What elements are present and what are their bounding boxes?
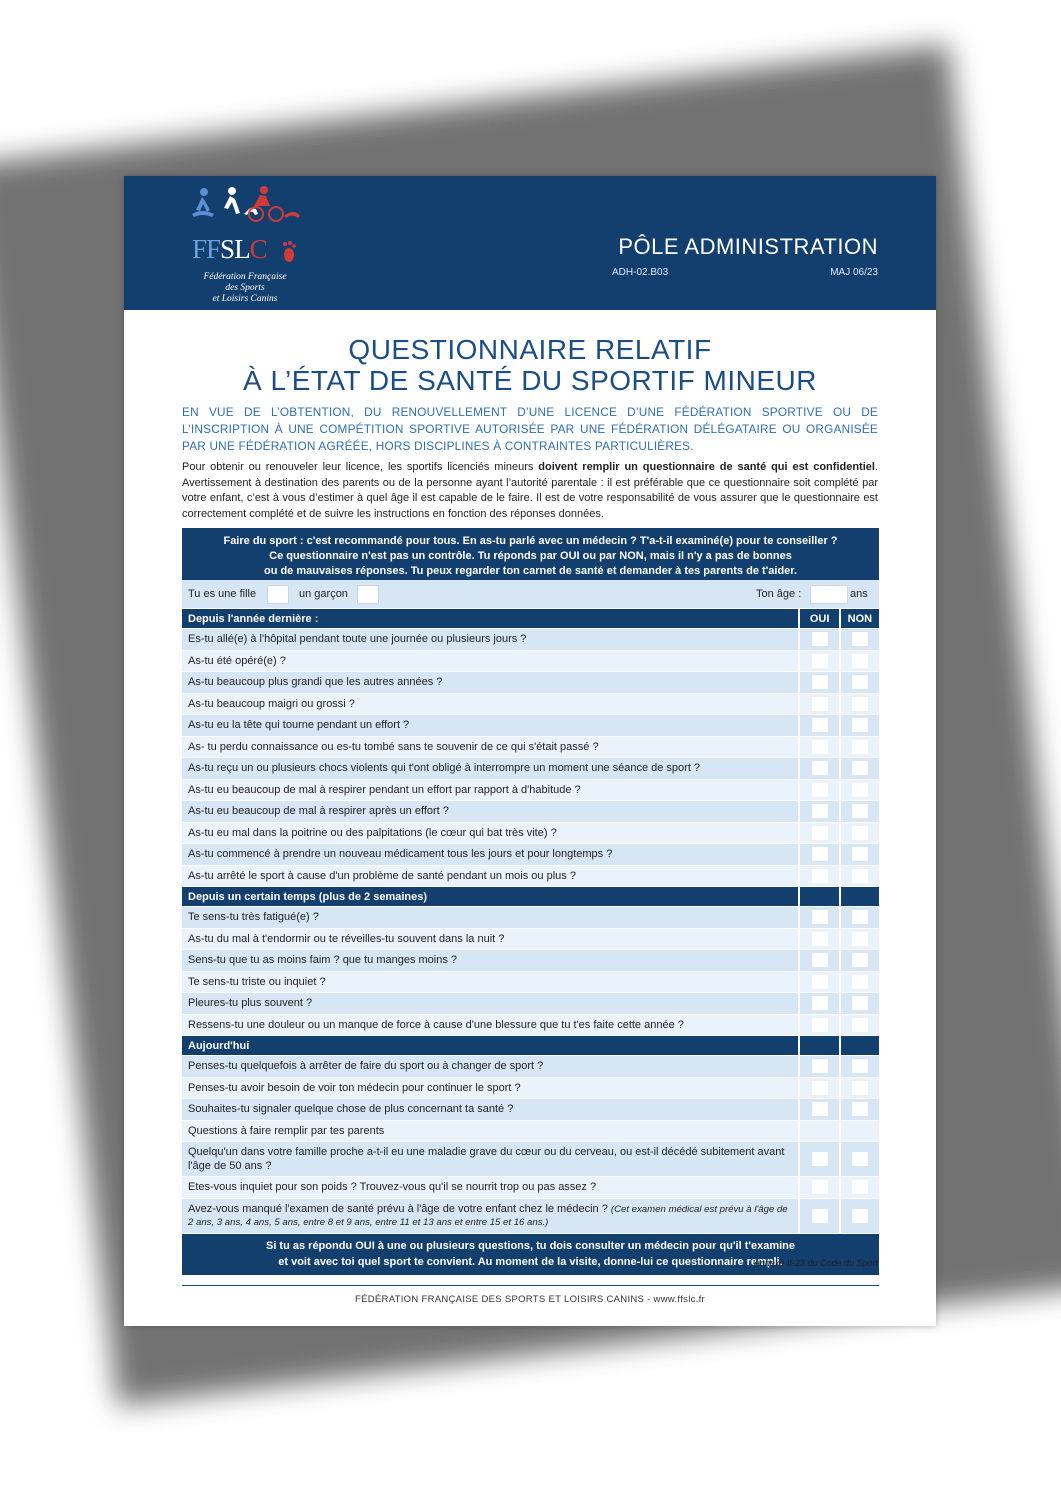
question-text: As-tu reçu un ou plusieurs chocs violents qui t'ont obligé à interrompre un moment une séance de sport ? <box>182 758 799 780</box>
title-line-1: QUESTIONNAIRE RELATIF <box>348 334 712 365</box>
non-cell <box>840 950 879 972</box>
oui-checkbox[interactable] <box>812 740 828 754</box>
oui-checkbox[interactable] <box>812 910 828 924</box>
page-footer: FÉDÉRATION FRANÇAISE DES SPORTS ET LOISIRS CANINS - www.ffslc.fr <box>355 1294 705 1305</box>
non-checkbox[interactable] <box>852 783 868 797</box>
non-cell <box>840 650 879 672</box>
non-checkbox[interactable] <box>852 1081 868 1095</box>
oui-cell <box>799 779 839 801</box>
doc-reference: ADH-02.B03 <box>612 267 669 278</box>
question-row <box>182 907 879 929</box>
question-text: Quelqu'un dans votre famille proche a-t-il eu une maladie grave du cœur ou du cerveau, ou est-il décédé subitement avant l'âge de 50 ans ? <box>182 1142 799 1177</box>
question-text: Ressens-tu une douleur ou un manque de force à cause d'une blessure que tu t'es faite cette année ? <box>182 1014 799 1036</box>
question-text: Avez-vous manqué l'examen de santé prévu à l'âge de votre enfant chez le médecin ? (Cet examen médical est prévu à l'âge de 2 ans, 3 ans, 4 ans, 5 ans, entre 8 et 9 ans, entre 11 et 13 ans et entre 15 et 16 ans.) <box>182 1198 799 1233</box>
footer-divider <box>182 1285 879 1286</box>
oui-column-header: OUI <box>799 609 839 629</box>
question-row <box>182 971 879 993</box>
question-text: As-tu eu mal dans la poitrine ou des palpitations (le cœur qui bat très vite) ? <box>182 822 799 844</box>
logo-subtitle: Fédération Française des Sports et Loisirs Canins <box>203 272 287 304</box>
oui-checkbox[interactable] <box>812 1081 828 1095</box>
question-row <box>182 822 879 844</box>
non-cell <box>840 715 879 737</box>
question-row <box>182 1014 879 1036</box>
oui-cell <box>799 844 839 866</box>
oui-checkbox[interactable] <box>812 932 828 946</box>
question-text: As-tu été opéré(e) ? <box>182 650 799 672</box>
non-column-header <box>840 887 879 907</box>
empty-cell <box>799 1120 839 1142</box>
question-text: As-tu arrêté le sport à cause d'un problème de santé pendant un mois ou plus ? <box>182 865 799 887</box>
question-row <box>182 1056 879 1078</box>
oui-cell <box>799 907 839 929</box>
section-title: Depuis l'année dernière : <box>182 609 799 629</box>
non-checkbox[interactable] <box>852 975 868 989</box>
non-checkbox[interactable] <box>852 1018 868 1032</box>
question-text: As-tu beaucoup plus grandi que les autres années ? <box>182 672 799 694</box>
question-text: Pleures-tu plus souvent ? <box>182 993 799 1015</box>
oui-checkbox[interactable] <box>812 697 828 711</box>
non-cell <box>840 779 879 801</box>
oui-cell <box>799 1056 839 1078</box>
oui-cell <box>799 758 839 780</box>
oui-cell <box>799 1014 839 1036</box>
non-checkbox[interactable] <box>852 869 868 883</box>
non-cell <box>840 822 879 844</box>
non-checkbox[interactable] <box>852 996 868 1010</box>
question-row <box>182 1142 879 1177</box>
pole-title: PÔLE ADMINISTRATION <box>618 234 878 259</box>
non-checkbox[interactable] <box>852 697 868 711</box>
question-row <box>182 715 879 737</box>
non-cell <box>840 907 879 929</box>
oui-checkbox[interactable] <box>812 783 828 797</box>
non-checkbox[interactable] <box>852 847 868 861</box>
non-cell <box>840 672 879 694</box>
non-cell <box>840 971 879 993</box>
oui-checkbox[interactable] <box>812 826 828 840</box>
oui-checkbox[interactable] <box>812 1180 828 1194</box>
question-row <box>182 928 879 950</box>
non-cell <box>840 1099 879 1121</box>
question-row <box>182 1177 879 1199</box>
oui-checkbox[interactable] <box>812 1059 828 1073</box>
non-checkbox[interactable] <box>852 932 868 946</box>
oui-checkbox[interactable] <box>812 804 828 818</box>
non-checkbox[interactable] <box>852 826 868 840</box>
question-text: Te sens-tu très fatigué(e) ? <box>182 907 799 929</box>
oui-cell <box>799 928 839 950</box>
oui-checkbox[interactable] <box>812 1018 828 1032</box>
question-row <box>182 844 879 866</box>
oui-cell <box>799 672 839 694</box>
question-text: As-tu eu beaucoup de mal à respirer pendant un effort par rapport à d'habitude ? <box>182 779 799 801</box>
paw-footprint-icon <box>280 240 298 264</box>
non-checkbox[interactable] <box>852 1152 868 1166</box>
logo-letters: FFSLC <box>192 234 267 264</box>
non-cell <box>840 801 879 823</box>
non-cell <box>840 993 879 1015</box>
oui-checkbox[interactable] <box>812 654 828 668</box>
non-cell <box>840 693 879 715</box>
oui-cell <box>799 1142 839 1177</box>
oui-column-header <box>799 887 839 907</box>
question-row <box>182 629 879 651</box>
question-text: As- tu perdu connaissance ou es-tu tombé sans te souvenir de ce qui s'était passé ? <box>182 736 799 758</box>
identity-row <box>182 580 879 609</box>
non-cell <box>840 1077 879 1099</box>
question-text: As-tu beaucoup maigri ou grossi ? <box>182 693 799 715</box>
girl-checkbox[interactable] <box>267 585 289 604</box>
oui-cell <box>799 693 839 715</box>
question-text: Penses-tu avoir besoin de voir ton médecin pour continuer le sport ? <box>182 1077 799 1099</box>
question-row <box>182 1099 879 1121</box>
question-row <box>182 693 879 715</box>
conclusion-banner: Si tu as répondu OUI à une ou plusieurs questions, tu dois consulter un médecin pour qu'il t'examine et voit avec toi quel sport te convient. Au moment de la visite, donne-lui ce questionnaire rempli. <box>182 1234 879 1275</box>
oui-checkbox[interactable] <box>812 953 828 967</box>
non-checkbox[interactable] <box>852 804 868 818</box>
non-checkbox[interactable] <box>852 910 868 924</box>
page-title <box>124 334 936 396</box>
age-label: Ton âge : <box>756 588 802 600</box>
question-row <box>182 950 879 972</box>
question-text: As-tu du mal à t'endormir ou te réveilles-tu souvent dans la nuit ? <box>182 928 799 950</box>
non-checkbox[interactable] <box>852 1102 868 1116</box>
question-text: Etes-vous inquiet pour son poids ? Trouvez-vous qu'il se nourrit trop ou pas assez ? <box>182 1177 799 1199</box>
non-checkbox[interactable] <box>852 675 868 689</box>
section-header <box>182 887 879 907</box>
oui-cell <box>799 1099 839 1121</box>
oui-checkbox[interactable] <box>812 1102 828 1116</box>
athletes-icon <box>184 184 304 234</box>
oui-checkbox[interactable] <box>812 632 828 646</box>
oui-cell <box>799 865 839 887</box>
question-row <box>182 758 879 780</box>
oui-cell <box>799 1177 839 1199</box>
ffslc-logo <box>184 184 304 302</box>
subtitle: EN VUE DE L’OBTENTION, DU RENOUVELLEMENT D’UNE LICENCE D’UNE FÉDÉRATION SPORTIVE OU DE L’INSCRIPTION À UNE COMPÉTITION SPORTIVE AUTORISÉE PAR UNE FÉDÉRATION DÉLÉGATAIRE OU ORGANISÉE PAR UNE FÉDÉRATION AGRÉÉE, HORS DISCIPLINES À CONTRAINTES PARTICULIÈRES. <box>182 405 878 453</box>
question-row <box>182 865 879 887</box>
oui-column-header <box>799 1036 839 1056</box>
boy-checkbox[interactable] <box>357 585 379 604</box>
intro-paragraph: Pour obtenir ou renouveler leur licence, les sportifs licenciés mineurs doivent remplir un questionnaire de santé qui est confidentiel. Avertissement à destination des parents ou de la personne ayant l’autorité parentale : il est préférable que ce questionnaire soit complété par votre enfant, c’est à vous d’estimer à quel âge il est capable de le faire. Il est de votre responsabilité de vous assurer que le questionnaire est correctement complété et de suivre les instructions en fonction des réponses données. <box>182 461 879 520</box>
oui-checkbox[interactable] <box>812 975 828 989</box>
oui-cell <box>799 650 839 672</box>
non-checkbox[interactable] <box>852 654 868 668</box>
title-line-2: À L’ÉTAT DE SANTÉ DU SPORTIF MINEUR <box>243 365 817 396</box>
empty-cell <box>840 1120 879 1142</box>
non-checkbox[interactable] <box>852 1180 868 1194</box>
oui-cell <box>799 736 839 758</box>
age-unit: ans <box>850 588 868 600</box>
questionnaire-form <box>182 528 879 1275</box>
oui-checkbox[interactable] <box>812 675 828 689</box>
question-text: Souhaites-tu signaler quelque chose de plus concernant ta santé ? <box>182 1099 799 1121</box>
oui-cell <box>799 801 839 823</box>
boy-label: un garçon <box>299 588 348 600</box>
question-row <box>182 801 879 823</box>
non-checkbox[interactable] <box>852 718 868 732</box>
instructions-banner: Faire du sport : c'est recommandé pour tous. En as-tu parlé avec un médecin ? T'a-t-il examiné(e) pour te conseiller ? Ce questionnaire n'est pas un contrôle. Tu réponds par OUI ou par NON, mais il n'y a pas de bonnes ou de mauvaises réponses. Tu peux regarder ton carnet de santé et demander à tes parents de t'aider. <box>182 528 879 580</box>
question-row <box>182 1198 879 1233</box>
section-title: Aujourd'hui <box>182 1036 799 1056</box>
section-header <box>182 1036 879 1056</box>
parents-heading-row <box>182 1120 879 1142</box>
question-text: Penses-tu quelquefois à arrêter de faire du sport ou à changer de sport ? <box>182 1056 799 1078</box>
oui-checkbox[interactable] <box>812 718 828 732</box>
non-checkbox[interactable] <box>852 953 868 967</box>
question-text: As-tu eu beaucoup de mal à respirer après un effort ? <box>182 801 799 823</box>
non-column-header <box>840 1036 879 1056</box>
oui-cell <box>799 1077 839 1099</box>
oui-cell <box>799 822 839 844</box>
question-row <box>182 736 879 758</box>
oui-checkbox[interactable] <box>812 1209 828 1223</box>
age-input[interactable] <box>810 585 848 604</box>
non-checkbox[interactable] <box>852 740 868 754</box>
non-checkbox[interactable] <box>852 761 868 775</box>
oui-cell <box>799 1198 839 1233</box>
parents-heading: Questions à faire remplir par tes parents <box>182 1120 799 1142</box>
non-cell <box>840 1198 879 1233</box>
girl-label: Tu es une fille <box>188 588 257 600</box>
question-row <box>182 993 879 1015</box>
oui-cell <box>799 971 839 993</box>
section-title: Depuis un certain temps (plus de 2 semaines) <box>182 887 799 907</box>
questions-table <box>182 609 879 1234</box>
question-text: As-tu commencé à prendre un nouveau médicament tous les jours et pour longtemps ? <box>182 844 799 866</box>
question-row <box>182 1077 879 1099</box>
oui-checkbox[interactable] <box>812 869 828 883</box>
oui-checkbox[interactable] <box>812 761 828 775</box>
non-cell <box>840 1177 879 1199</box>
oui-checkbox[interactable] <box>812 1152 828 1166</box>
non-cell <box>840 736 879 758</box>
non-cell <box>840 1056 879 1078</box>
question-row <box>182 650 879 672</box>
question-text: Sens-tu que tu as moins faim ? que tu manges moins ? <box>182 950 799 972</box>
non-cell <box>840 1142 879 1177</box>
non-checkbox[interactable] <box>852 1059 868 1073</box>
update-date: MAJ 06/23 <box>830 267 878 278</box>
oui-cell <box>799 629 839 651</box>
non-checkbox[interactable] <box>852 632 868 646</box>
question-row <box>182 779 879 801</box>
oui-cell <box>799 993 839 1015</box>
question-row <box>182 672 879 694</box>
non-cell <box>840 758 879 780</box>
non-cell <box>840 865 879 887</box>
question-text: Te sens-tu triste ou inquiet ? <box>182 971 799 993</box>
question-text: Es-tu allé(e) à l'hôpital pendant toute une journée ou plusieurs jours ? <box>182 629 799 651</box>
oui-checkbox[interactable] <box>812 996 828 1010</box>
non-cell <box>840 928 879 950</box>
header-band <box>124 176 936 310</box>
oui-cell <box>799 715 839 737</box>
non-cell <box>840 1014 879 1036</box>
oui-cell <box>799 950 839 972</box>
non-cell <box>840 629 879 651</box>
question-text: As-tu eu la tête qui tourne pendant un effort ? <box>182 715 799 737</box>
legal-reference: Annexe II-23 du Code du Sport <box>753 1258 878 1268</box>
non-checkbox[interactable] <box>852 1209 868 1223</box>
document-page <box>124 176 936 1326</box>
non-cell <box>840 844 879 866</box>
oui-checkbox[interactable] <box>812 847 828 861</box>
non-column-header: NON <box>840 609 879 629</box>
section-header <box>182 609 879 629</box>
